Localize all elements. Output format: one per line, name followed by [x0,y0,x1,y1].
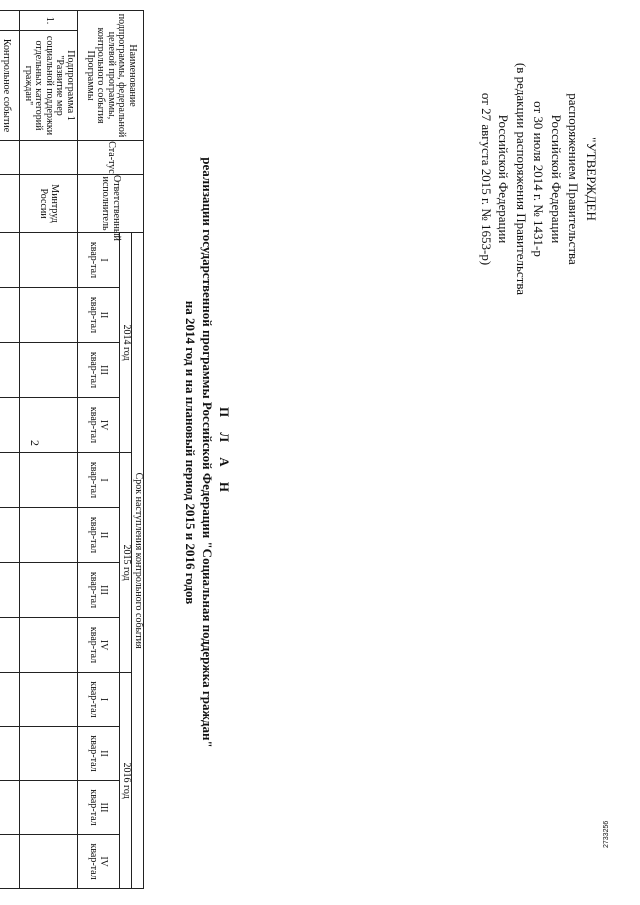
approval-line: Российской Федерации [496,114,512,244]
row-number: 1. [20,11,78,31]
row-name: Подпрограмма 1 "Развитие мер социальной поддержки отдельных категорий граждан" [20,31,78,141]
table-row [20,11,78,889]
header-quarter-4: IV квар-тал [78,835,120,889]
approval-line: Российской Федерации [549,114,564,244]
header-quarter-1: I квар-тал [78,233,120,288]
row-value [20,835,78,889]
approval-line: распоряжением Правительства [566,93,582,265]
header-year-2016: 2016 год [120,673,132,889]
header-year-2014: 2014 год [120,233,132,453]
row-value [0,618,20,673]
document-id: 2733256 [603,820,610,848]
header-status: Ста-тус [78,141,144,175]
row-value [20,618,78,673]
approval-line: (в редакции распоряжения Правительства [514,62,529,296]
row-value [20,343,78,398]
header-year-2015: 2015 год [120,453,132,673]
row-value [0,781,20,835]
row-value [20,508,78,563]
header-name: Наименование подпрограммы, федеральной целевой программы, контрольного события Программы [78,11,144,141]
row-value [20,398,78,453]
row-value [0,835,20,889]
row-value [0,343,20,398]
row-value [0,233,20,288]
row-value [0,453,20,508]
row-value [0,508,20,563]
table-row [0,11,20,889]
row-name: Контрольное событие [0,31,20,141]
header-quarter-2: II квар-тал [78,288,120,343]
header-quarter-3: III квар-тал [78,343,120,398]
row-value [0,288,20,343]
approval-stamp [478,14,601,344]
row-value [20,727,78,781]
row-value [0,673,20,727]
row-number [0,11,20,31]
header-quarter-2: II квар-тал [78,508,120,563]
row-value [0,727,20,781]
row-value [20,563,78,618]
row-value [20,288,78,343]
plan-table [0,10,144,889]
header-quarter-3: III квар-тал [78,781,120,835]
row-value [20,673,78,727]
header-quarter-2: II квар-тал [78,727,120,781]
row-value [20,781,78,835]
row-value [0,563,20,618]
header-quarter-4: IV квар-тал [78,618,120,673]
row-status [20,141,78,175]
header-quarter-3: III квар-тал [78,563,120,618]
row-value [0,398,20,453]
row-value [20,453,78,508]
plan-title-line1: реализации государственной программы Российской Федерации "Социальная поддержка граждан" [200,157,215,748]
header-quarter-4: IV квар-тал [78,398,120,453]
header-term: Срок наступления контрольного события [132,233,144,889]
page-number: 2 [28,440,42,446]
row-status [0,141,20,175]
header-quarter-1: I квар-тал [78,453,120,508]
header-executor: Ответственный исполнитель [78,175,144,233]
approval-line: "УТВЕРЖДЕН [584,137,599,221]
approval-line: от 30 июля 2014 г. № 1431-р [531,101,547,257]
row-executor: Минтруд России [20,175,78,233]
approval-line: от 27 августа 2015 г. № 1653-р) [479,92,494,266]
plan-heading: П Л А Н [217,406,232,499]
plan-title-line2: на 2014 год и на плановый период 2015 и 2016 годов [183,300,198,605]
header-quarter-1: I квар-тал [78,673,120,727]
row-executor [0,175,20,233]
row-value [20,233,78,288]
